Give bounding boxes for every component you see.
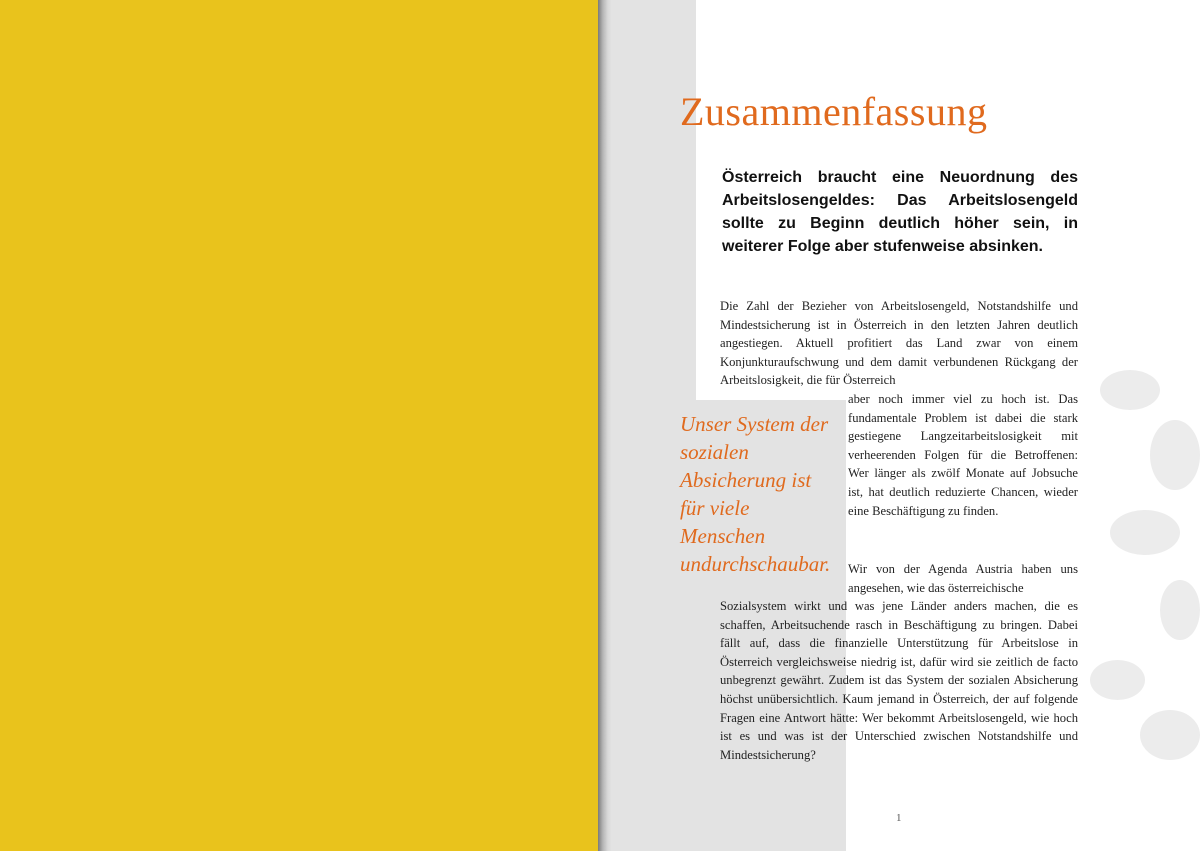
left-page-yellow: [0, 0, 598, 851]
page-title: Zusammenfassung: [680, 89, 988, 134]
decorative-background-shapes: [1080, 360, 1200, 780]
book-gutter: [598, 0, 612, 851]
body-paragraph-1: Die Zahl der Bezieher von Arbeitslosengeld, Notstandshilfe und Mindestsicherung ist in Österreich in den letzten Jahren deutlich angestiegen. Aktuell profitiert das Land zwar von einem Konjunkturaufschwung und dem damit verbundenen Rückgang der Arbeitslosigkeit, die für Österreich: [720, 299, 1078, 388]
page-number: 1: [896, 812, 902, 824]
body-paragraph-2: Wir von der Agenda Austria haben uns angesehen, wie das österreichische: [848, 562, 1078, 595]
pull-quote: Unser System der sozialen Absicherung ist für viele Menschen undurchschaubar.: [680, 412, 831, 576]
body-paragraph-2-continued: Sozialsystem wirkt und was jene Länder anders machen, die es schaffen, Arbeitsuchende rasch in Beschäftigung zu bringen. Dabei fällt auf, dass die finanzielle Unterstützung für Arbeitslose in Österreich vergleichsweise niedrig ist, dafür wird sie zeitlich de facto unbegrenzt gewährt. Zudem ist das System der sozialen Absicherung höchst unübersichtlich. Kaum jemand in Österreich, der auf folgende Fragen eine Antwort hätte: Wer bekommt Arbeitslosengeld, wie hoch ist es und was ist der Unterschied zwischen Notstandshilfe und Mindestsicherung?: [720, 599, 1078, 762]
body-paragraph-1-continued: aber noch immer viel zu hoch ist. Das fundamentale Problem ist dabei die stark gestiegene Langzeitarbeitslosigkeit mit verheerenden Folgen für die Betroffenen: Wer länger als zwölf Monate auf Jobsuche ist, hat deutlich reduzierte Chancen, wieder eine Beschäftigung zu finden.: [848, 392, 1078, 518]
lead-paragraph: Österreich braucht eine Neuordnung des Arbeitslosengeldes: Das Arbeitslosengeld sollte zu Beginn deutlich höher sein, in weiterer Folge aber stufenweise absinken.: [722, 169, 1078, 255]
